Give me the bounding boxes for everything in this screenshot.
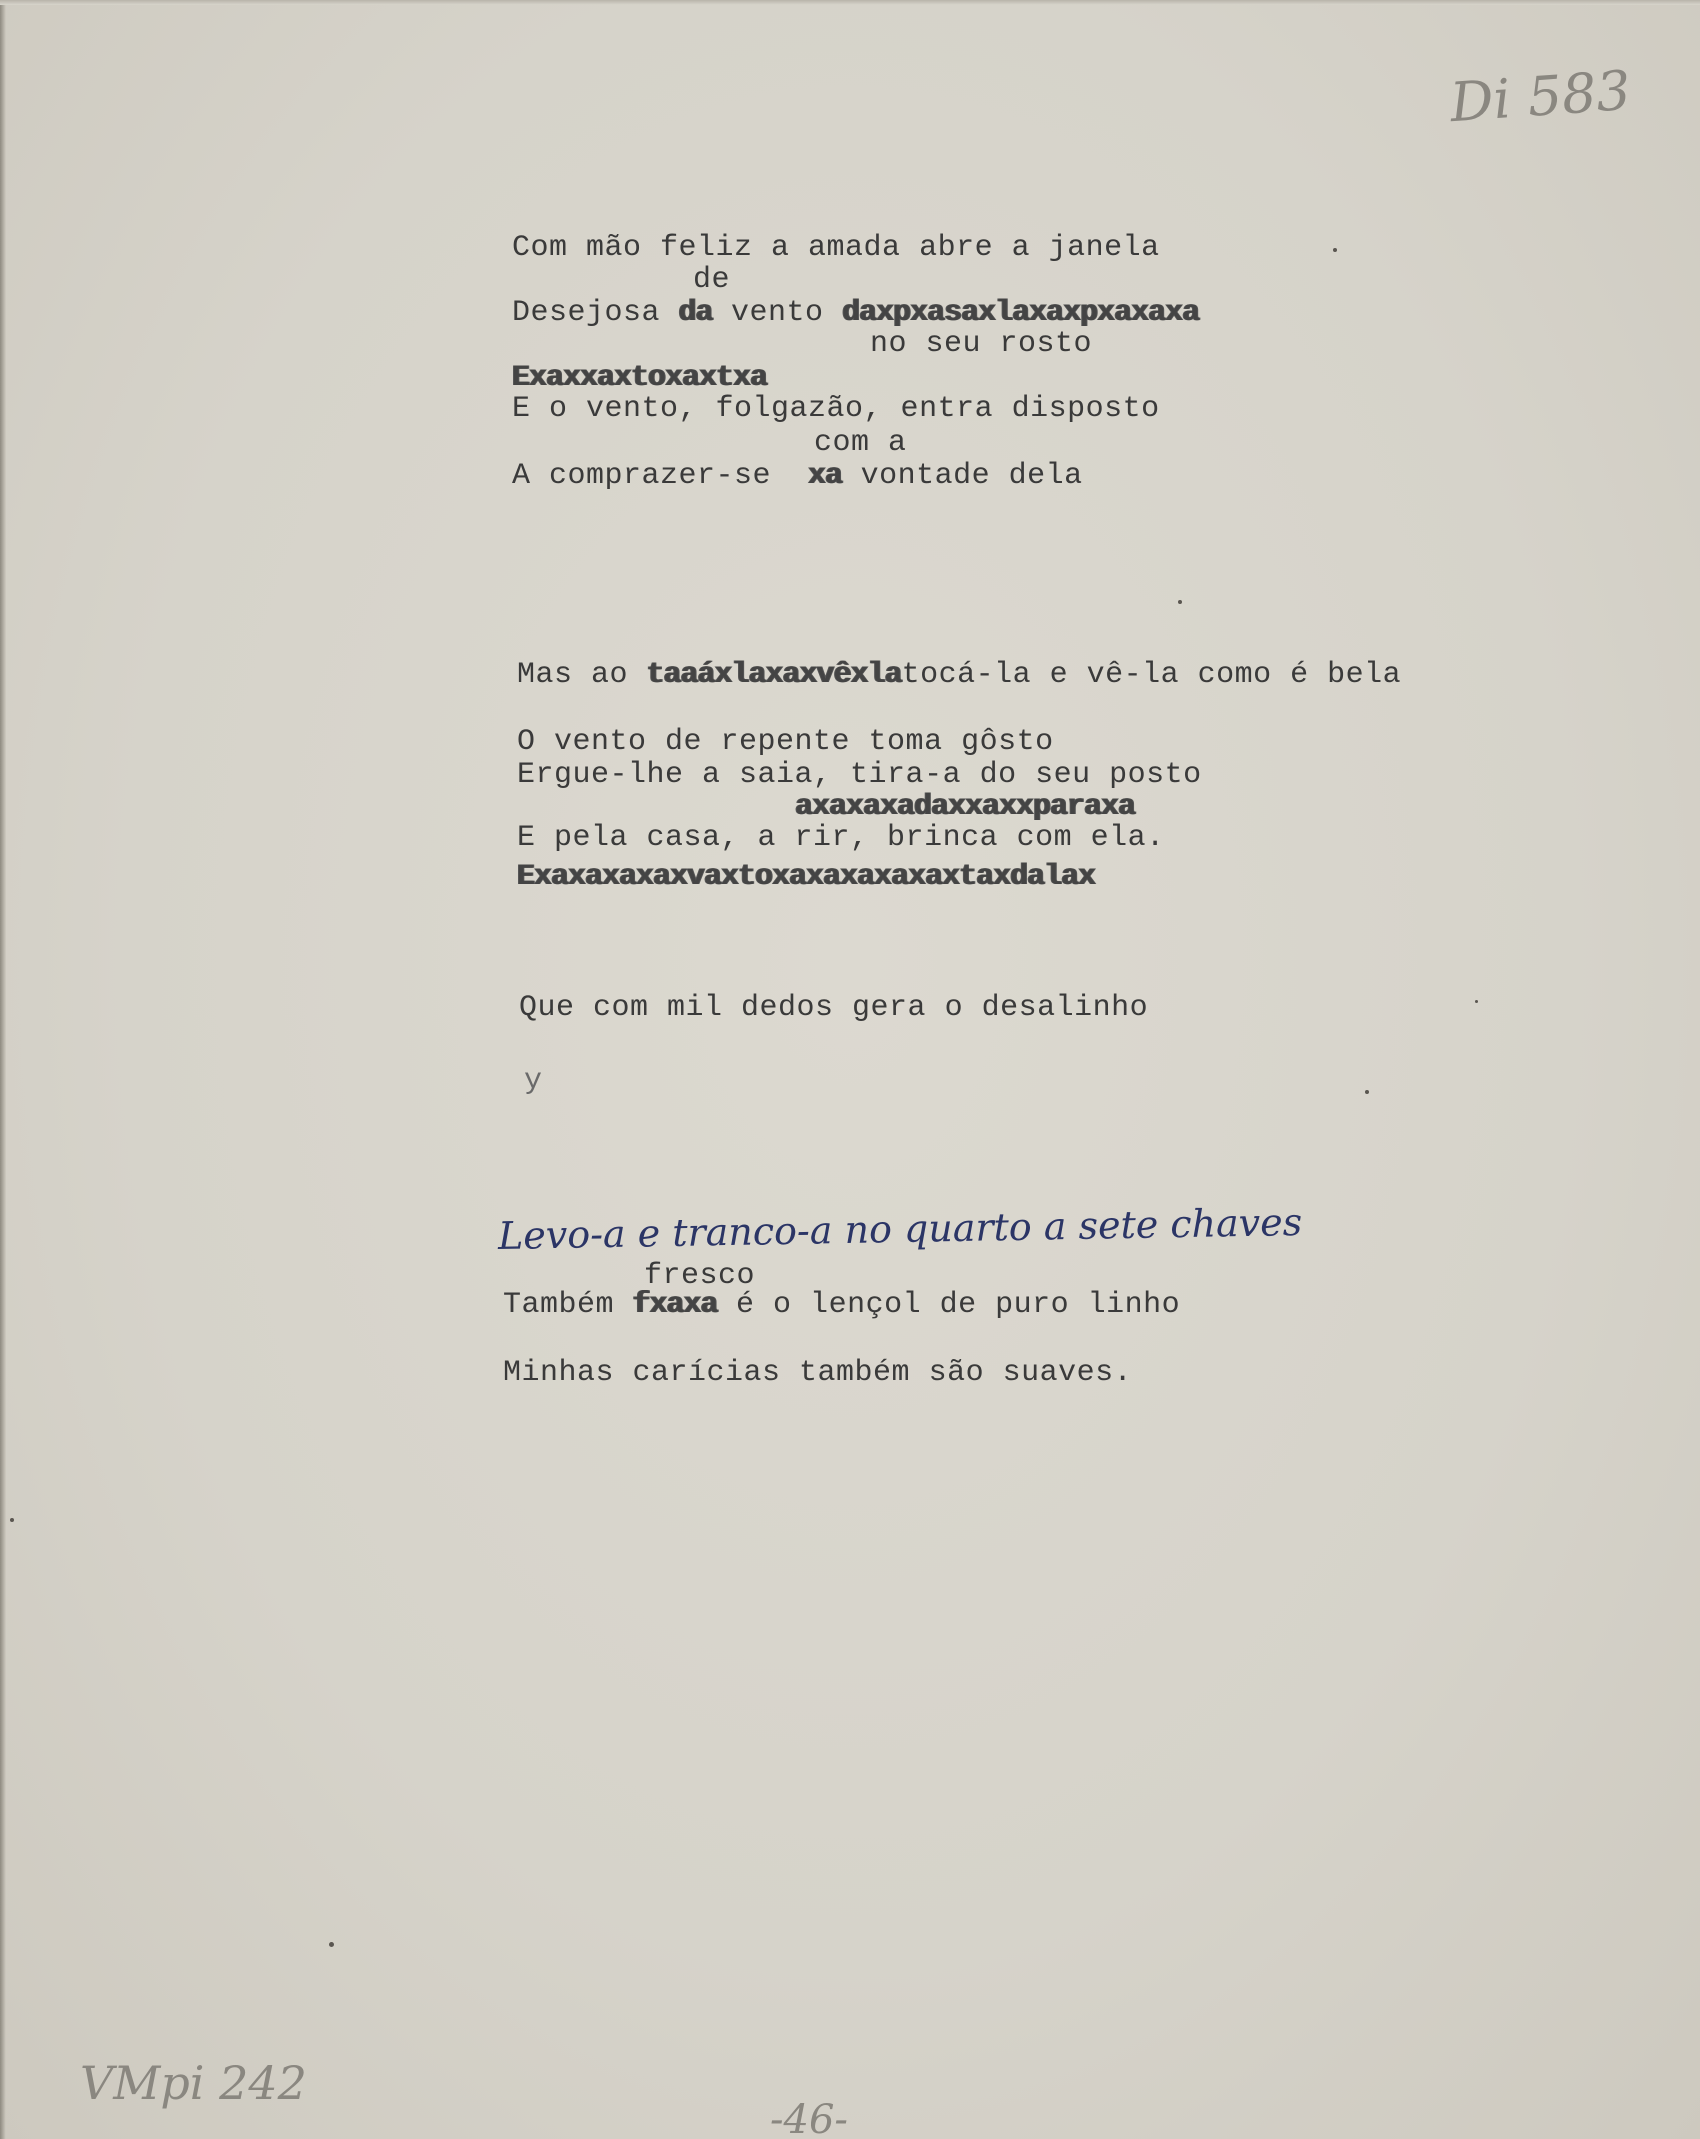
paper-speck [1333, 248, 1337, 252]
strikeout-tocala: taaáxlaxaxvêxla [646, 658, 902, 692]
stanza1-line4 [512, 461, 1083, 491]
archive-reference-top: Di 583 [1447, 58, 1633, 135]
paper-speck [1365, 1090, 1369, 1094]
stanza1-struck-line: Exaxxaxtoxaxtxa [512, 361, 768, 395]
stanza1-line1: Com mão feliz a amada abre a janela [512, 231, 1160, 265]
line2-mid: vento [712, 296, 843, 330]
strikeout-da: da [678, 296, 713, 330]
handwritten-insertion: Levo-a e tranco-a no quarto a sete chaves [497, 1199, 1303, 1259]
stanza3-line1: Que com mil dedos gera o desalinho [519, 991, 1149, 1025]
stanza4-line1 [503, 1290, 1180, 1320]
stanza2-line4: E pela casa, a rir, brinca com ela. [517, 821, 1165, 855]
stanza2-line3: Ergue-lhe a saia, tira-a do seu posto [517, 758, 1202, 792]
archive-reference-bottom: VMpi 242 [80, 2056, 307, 2110]
paper-speck [1178, 600, 1182, 604]
line4-end: vontade dela [842, 459, 1083, 493]
stanza1-insert-de: de [693, 263, 731, 297]
stanza2-line1 [517, 660, 1401, 690]
paper-speck [329, 1942, 334, 1947]
paper-speck [10, 1518, 14, 1522]
strikeout-fresco: fxaxa [632, 1288, 718, 1322]
stanza1-line3: E o vento, folgazão, entra disposto [512, 392, 1160, 426]
stanza2-struck-above: axaxaxadaxxaxxparaxa [795, 790, 1136, 824]
paper-top-edge [0, 0, 1700, 5]
s4-line1-start: Também [503, 1288, 633, 1322]
line4-start: A comprazer-se [512, 459, 809, 493]
paper-left-edge [0, 0, 6, 2139]
line2-start: Desejosa [512, 296, 679, 330]
stanza4-line2: Minhas carícias também são suaves. [503, 1356, 1133, 1390]
strikeout-tail: daxpxasaxlaxaxpxaxaxa [842, 296, 1200, 330]
page-number: -46- [770, 2097, 848, 2139]
stanza1-insert-com-a: com a [814, 426, 907, 460]
stanza1-line2 [512, 298, 1199, 328]
strikeout-xa: xa [808, 459, 843, 493]
stanza3-stray-mark: y [524, 1064, 543, 1098]
s2-line1-start: Mas ao [517, 658, 647, 692]
stanza1-insert-rosto: no seu rosto [870, 327, 1093, 361]
stanza2-line2: O vento de repente toma gôsto [517, 725, 1054, 759]
s2-line1-end: tocá-la e vê-la como é bela [901, 658, 1402, 692]
stanza2-struck-below: Exaxaxaxaxvaxtoxaxaxaxaxaxtaxdalax [517, 860, 1096, 894]
stanza4-insert-fresco: fresco [644, 1259, 756, 1293]
s4-line1-end: é o lençol de puro linho [717, 1288, 1181, 1322]
paper-speck [1475, 1000, 1478, 1003]
